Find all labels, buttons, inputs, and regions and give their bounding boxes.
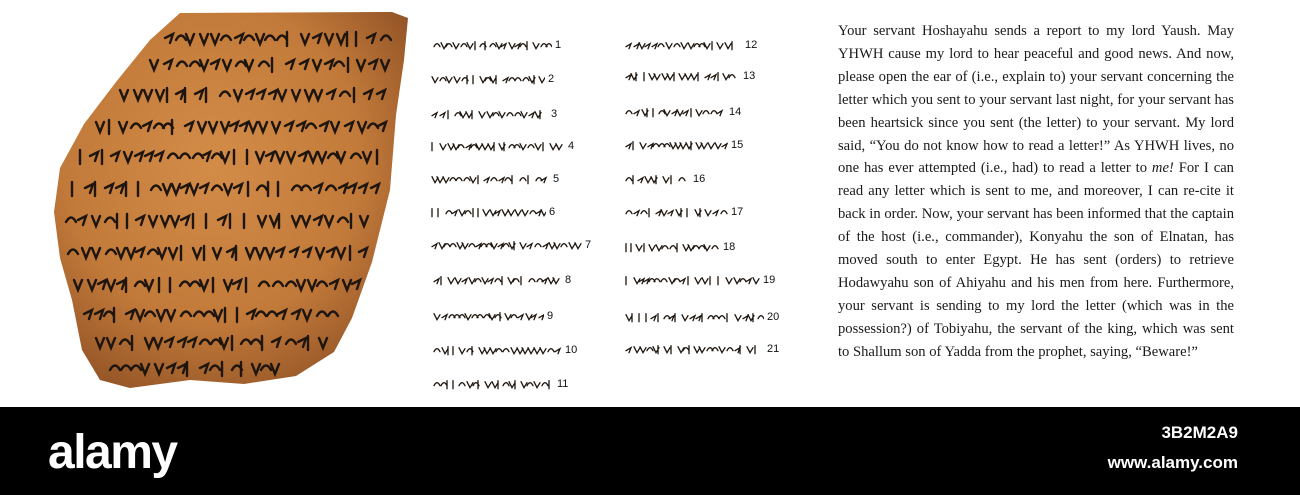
- script-glyphs: [432, 310, 544, 322]
- transcription-line: [430, 205, 568, 223]
- line-number: 17: [731, 206, 744, 218]
- script-glyphs: [624, 241, 720, 253]
- brand-logo: alamy: [48, 426, 177, 479]
- transcription-line: [624, 172, 712, 190]
- watermark-footer: [0, 407, 1300, 495]
- transcription-line: [430, 139, 587, 157]
- transcription-line: [624, 138, 750, 156]
- script-glyphs: [430, 173, 550, 185]
- script-glyphs: [624, 311, 764, 323]
- script-glyphs: [624, 206, 728, 218]
- line-number: 18: [723, 241, 736, 253]
- transcription-line: [624, 342, 786, 360]
- line-number: 10: [565, 344, 578, 356]
- transcription-line: [624, 38, 764, 56]
- script-glyphs: [430, 140, 565, 152]
- line-number: 1: [555, 39, 562, 51]
- transcription-line: [624, 205, 750, 223]
- script-glyphs: [430, 108, 548, 120]
- transcription-line: [432, 309, 566, 327]
- ostracon-photo: [0, 0, 420, 407]
- line-number: 19: [763, 274, 776, 286]
- transcription-line: [432, 377, 576, 395]
- line-number: 3: [551, 108, 558, 120]
- line-number: 7: [585, 239, 592, 251]
- script-glyphs: [624, 70, 740, 82]
- line-number: 2: [548, 73, 555, 85]
- script-glyphs: [624, 39, 742, 51]
- transcription-line: [432, 273, 584, 291]
- translation-part-1: Your servant Hoshayahu sends a report to my lord Yaush. May YHWH cause my lord to hear peaceful and good news. And now, please open the ear of (i.e., explain to) your servant concerning the letter which you sent to your servant last night, for your servant has been heartsick since you sent (the letter) to your servant. My lord said, “You do not know how to read a letter!” As YHWH lives, no one has ever attempted (i.e., had) to read a letter to: [838, 23, 1234, 177]
- script-glyphs: [430, 73, 545, 85]
- script-glyphs: [430, 239, 582, 251]
- line-number: 13: [743, 70, 756, 82]
- line-number: 12: [745, 39, 758, 51]
- transcription-line: [430, 107, 570, 125]
- line-number: 4: [568, 140, 575, 152]
- script-glyphs: [432, 274, 562, 286]
- line-number: 8: [565, 274, 572, 286]
- transcription-line: [624, 240, 742, 258]
- script-glyphs: [432, 378, 554, 390]
- line-number: 20: [767, 311, 780, 323]
- script-glyphs: [624, 173, 690, 185]
- transcription-line: [624, 273, 782, 291]
- transcription-line: [430, 238, 604, 256]
- line-number: 16: [693, 173, 706, 185]
- site-url-label: www.alamy.com: [1107, 453, 1238, 472]
- ostracon-image: [0, 0, 420, 407]
- transcription-line: [624, 69, 762, 87]
- image-id-label: 3B2M2A9: [1161, 423, 1238, 442]
- line-number: 6: [549, 206, 556, 218]
- line-number: 11: [557, 378, 569, 390]
- translation-emphasis: me!: [1151, 160, 1174, 177]
- script-glyphs: [624, 139, 728, 151]
- transcription-line: [624, 310, 786, 328]
- transcription-line: [430, 72, 567, 90]
- transcription-line: [430, 172, 572, 190]
- line-number: 21: [767, 343, 780, 355]
- script-glyphs: [432, 39, 552, 51]
- transcription-line: [432, 343, 584, 361]
- script-glyphs: [624, 106, 726, 118]
- script-glyphs: [432, 344, 562, 356]
- line-number: 9: [547, 310, 554, 322]
- ostracon-shard: [54, 12, 408, 388]
- script-glyphs: [624, 274, 760, 286]
- translation-part-2: For I can read any letter which is sent to me, and moreover, I can re-cite it back in order. Now, your servant has been informed that the captain of the host (i.e., commander), Konyahu the son of Elnatan, has moved south to enter Egypt. He has sent (orders) to retrieve Hodawyahu son of Ahiyahu and his men from here. Furthermore, your servant is sending to my lord the letter (which was in the possession?) of Tobiyahu, the servant of the king, which was sent to Shallum son of Yadda from the prophet, saying, “Beware!”: [838, 160, 1234, 360]
- transcription-line: [624, 105, 748, 123]
- script-glyphs: [624, 343, 764, 355]
- translation-text: [838, 20, 1234, 364]
- transcription-line: [432, 38, 574, 56]
- line-number: 5: [553, 173, 560, 185]
- line-number: 15: [731, 139, 744, 151]
- line-number: 14: [729, 106, 742, 118]
- script-glyphs: [430, 206, 546, 218]
